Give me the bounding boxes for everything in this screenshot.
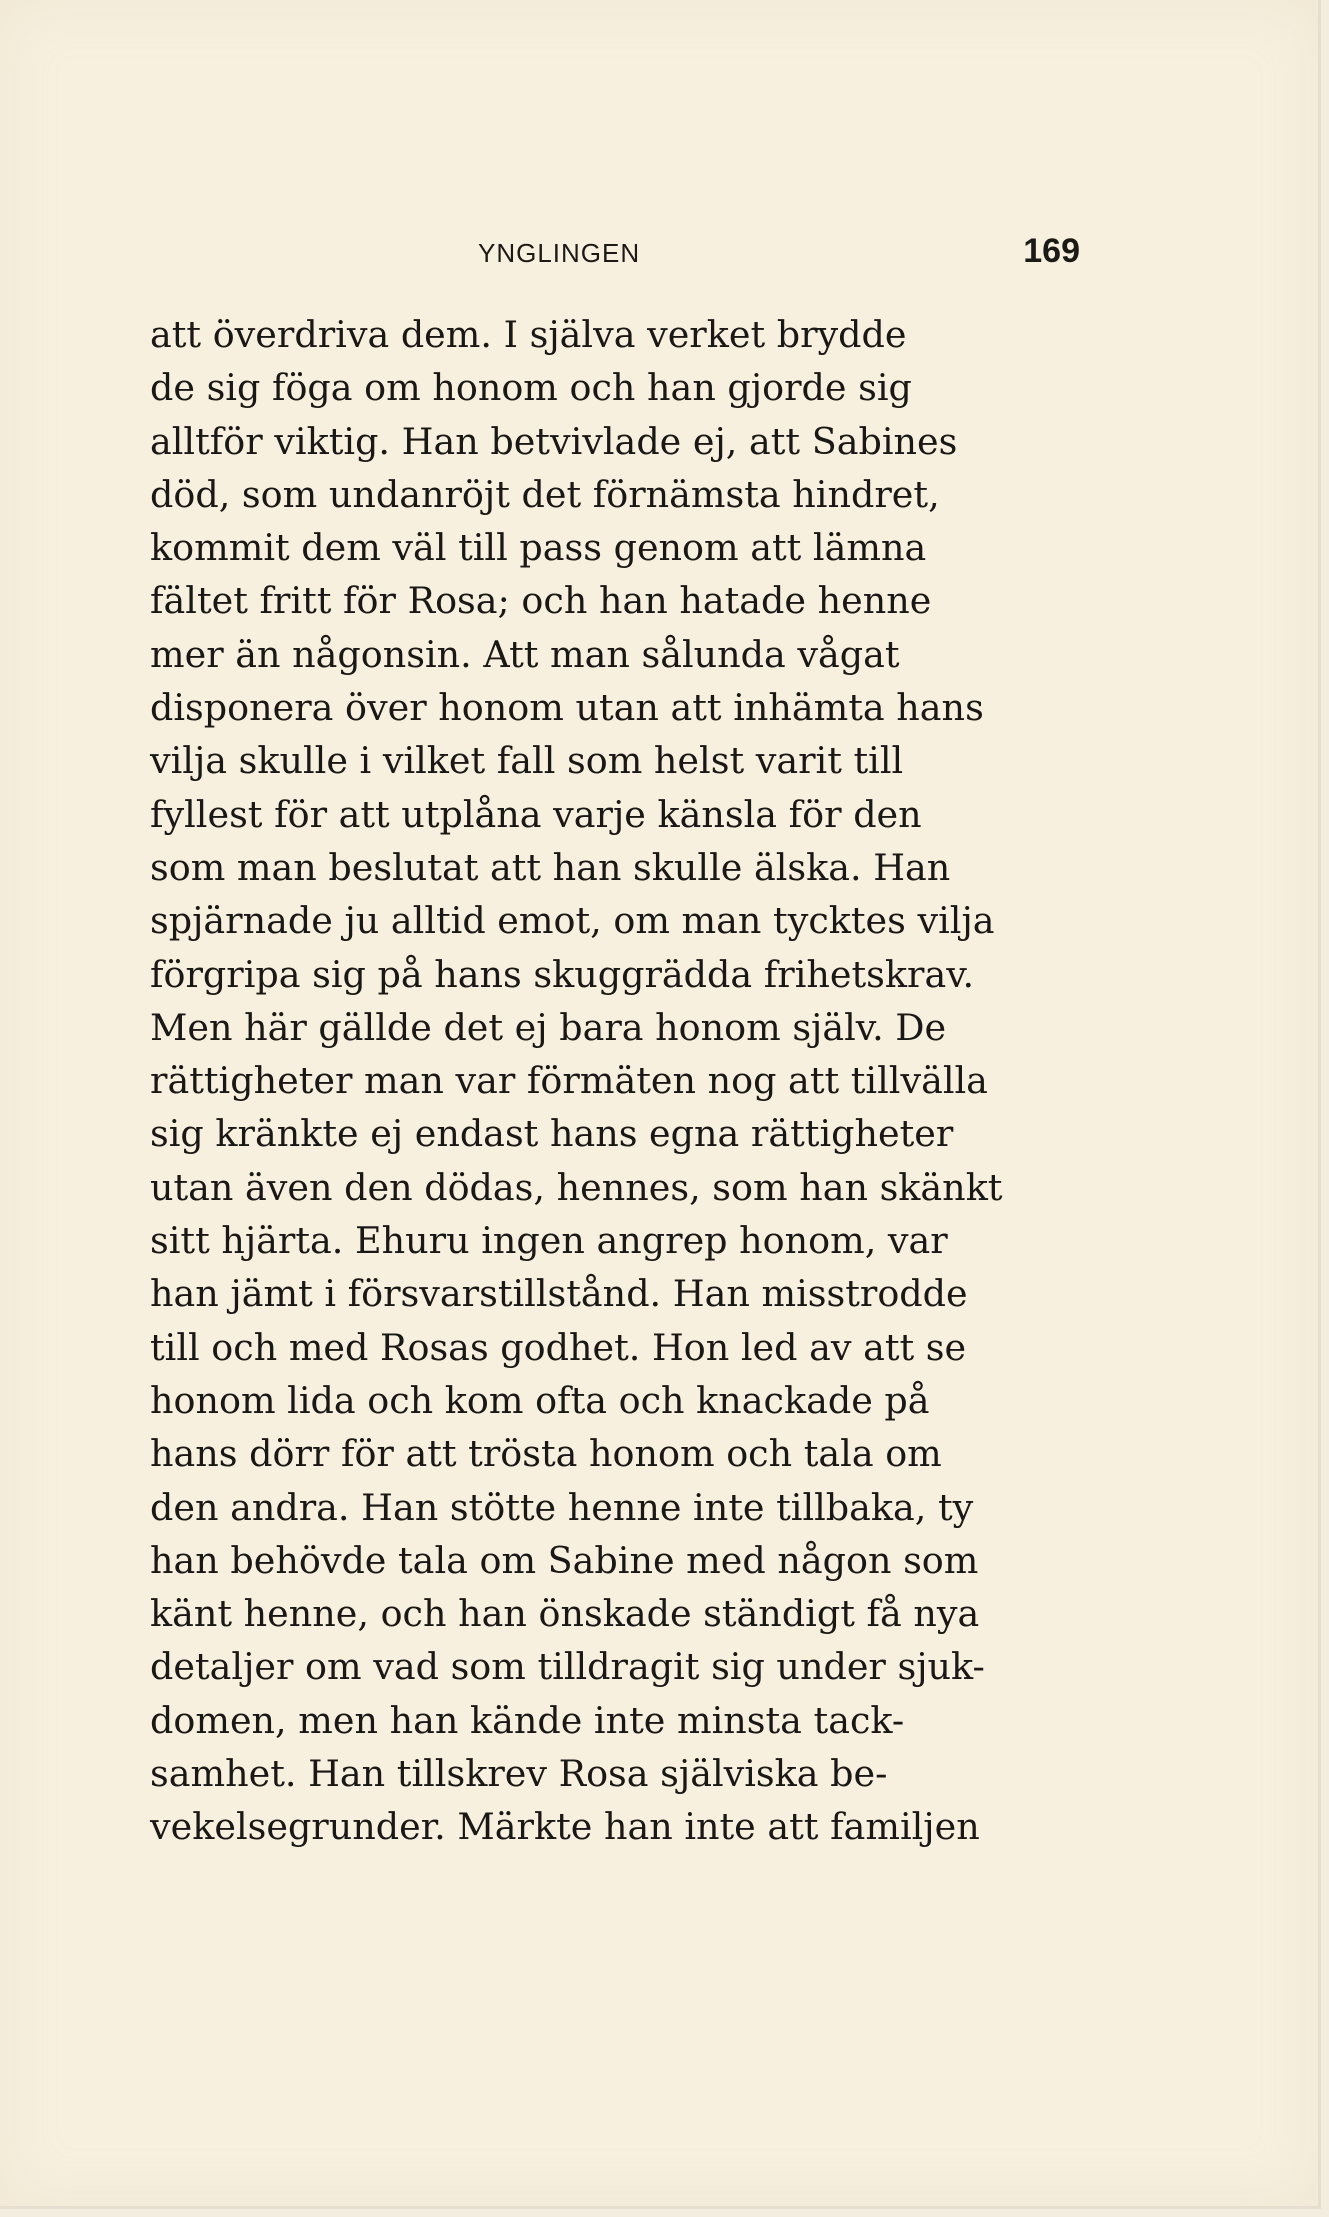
text-line: mer än någonsin. Att man sålunda vågat xyxy=(150,632,900,676)
text-line: han behövde tala om Sabine med någon som xyxy=(150,1538,979,1582)
text-line: utan även den dödas, hennes, som han skänkt xyxy=(150,1165,1003,1209)
text-line: spjärnade ju alltid emot, om man tycktes vilja xyxy=(150,899,995,943)
text-line: till och med Rosas godhet. Hon led av att se xyxy=(150,1325,967,1369)
page-header xyxy=(150,232,1080,278)
text-line: förgripa sig på hans skuggrädda frihetskrav. xyxy=(150,952,975,996)
text-line: som man beslutat att han skulle älska. Han xyxy=(150,845,951,889)
text-line: samhet. Han tillskrev Rosa själviska be- xyxy=(150,1752,888,1796)
text-line: alltför viktig. Han betvivlade ej, att Sabines xyxy=(150,419,958,463)
text-line: sitt hjärta. Ehuru ingen angrep honom, var xyxy=(150,1219,948,1263)
text-line: rättigheter man var förmäten nog att tillvälla xyxy=(150,1059,988,1103)
text-line: disponera över honom utan att inhämta hans xyxy=(150,686,984,730)
text-line: känt henne, och han önskade ständigt få nya xyxy=(150,1592,980,1636)
text-line: fyllest för att utplåna varje känsla för den xyxy=(150,792,922,836)
text-line: död, som undanröjt det förnämsta hindret, xyxy=(150,472,940,516)
page-number: 169 xyxy=(1023,232,1080,270)
text-line: vilja skulle i vilket fall som helst varit till xyxy=(150,739,904,783)
text-line: att överdriva dem. I själva verket brydde xyxy=(150,313,907,356)
text-line: Men här gällde det ej bara honom själv. De xyxy=(150,1005,947,1049)
text-line: sig kränkte ej endast hans egna rättigheter xyxy=(150,1112,954,1156)
text-line: vekelsegrunder. Märkte han inte att familjen xyxy=(150,1805,980,1849)
text-line: hans dörr för att trösta honom och tala om xyxy=(150,1432,942,1476)
text-line: fältet fritt för Rosa; och han hatade henne xyxy=(150,579,932,623)
text-line: den andra. Han stötte henne inte tillbaka, ty xyxy=(150,1485,974,1529)
text-line: kommit dem väl till pass genom att lämna xyxy=(150,526,927,570)
running-head: YNGLINGEN xyxy=(478,238,641,268)
body-text xyxy=(150,308,1080,1854)
text-line: detaljer om vad som tilldragit sig under sjuk- xyxy=(150,1645,985,1689)
text-line: han jämt i försvarstillstånd. Han misstrodde xyxy=(150,1272,968,1316)
text-line: domen, men han kände inte minsta tack- xyxy=(150,1698,905,1742)
text-line: de sig föga om honom och han gjorde sig xyxy=(150,366,912,410)
text-line: honom lida och kom ofta och knackade på xyxy=(150,1378,930,1422)
